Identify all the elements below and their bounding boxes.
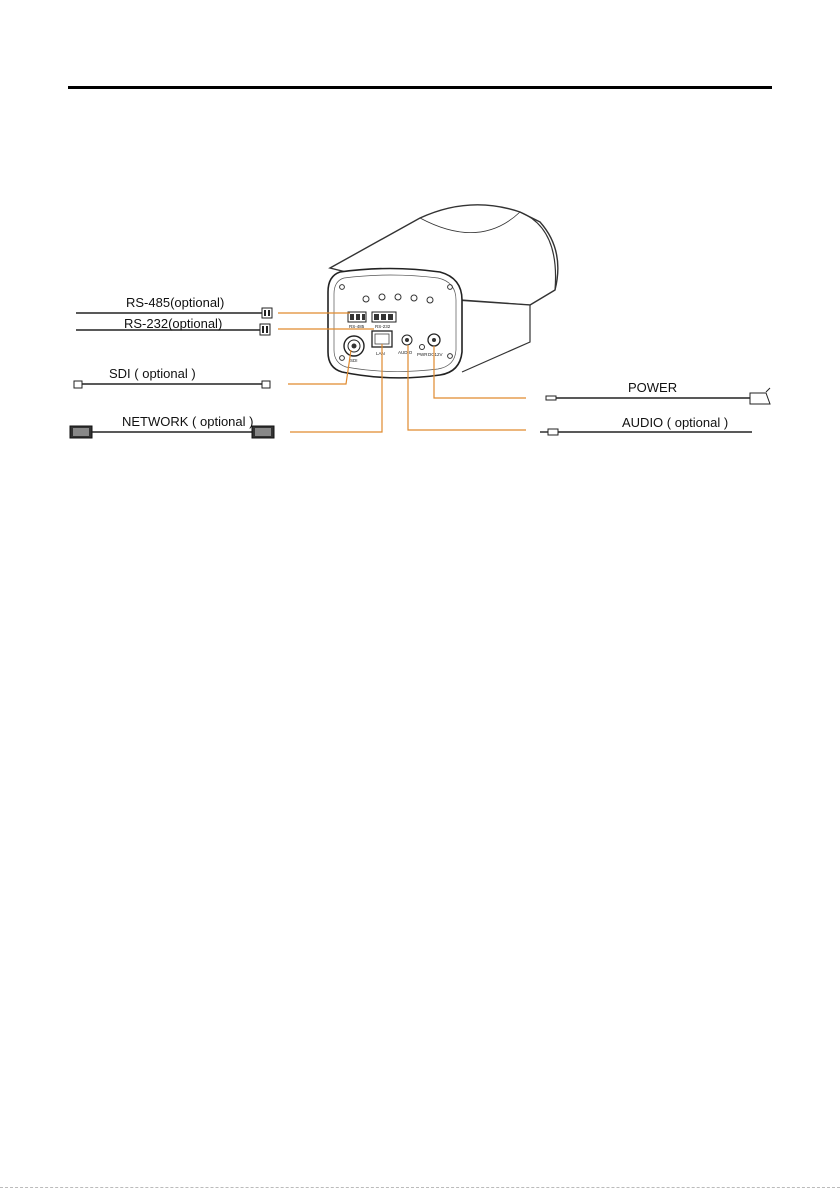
panel-lan-label: LAN — [376, 351, 385, 356]
panel-audio-label: AUDIO — [398, 350, 413, 355]
panel-rs485-label: RS-485 — [349, 324, 365, 329]
power-cable — [546, 380, 770, 404]
panel-sdi-label: SDI — [350, 358, 358, 363]
network-cable — [70, 414, 274, 438]
rs485-cable — [76, 295, 272, 318]
rs232-label: RS-232(optional) — [124, 316, 223, 331]
sdi-cable — [74, 366, 270, 388]
audio-label: AUDIO ( optional ) — [622, 415, 729, 430]
bottom-rule — [0, 1187, 840, 1188]
panel-rs232-label: RS-232 — [375, 324, 391, 329]
panel-dc12v-label: DC12V — [428, 352, 443, 357]
audio-cable — [540, 415, 752, 435]
rs485-label: RS-485(optional) — [126, 295, 225, 310]
network-label: NETWORK ( optional ) — [122, 414, 254, 429]
rs232-cable — [76, 316, 270, 335]
power-label: POWER — [628, 380, 678, 395]
rear-panel — [328, 269, 462, 378]
sdi-label: SDI ( optional ) — [109, 366, 196, 381]
panel-pwr-label: PWR — [417, 352, 428, 357]
